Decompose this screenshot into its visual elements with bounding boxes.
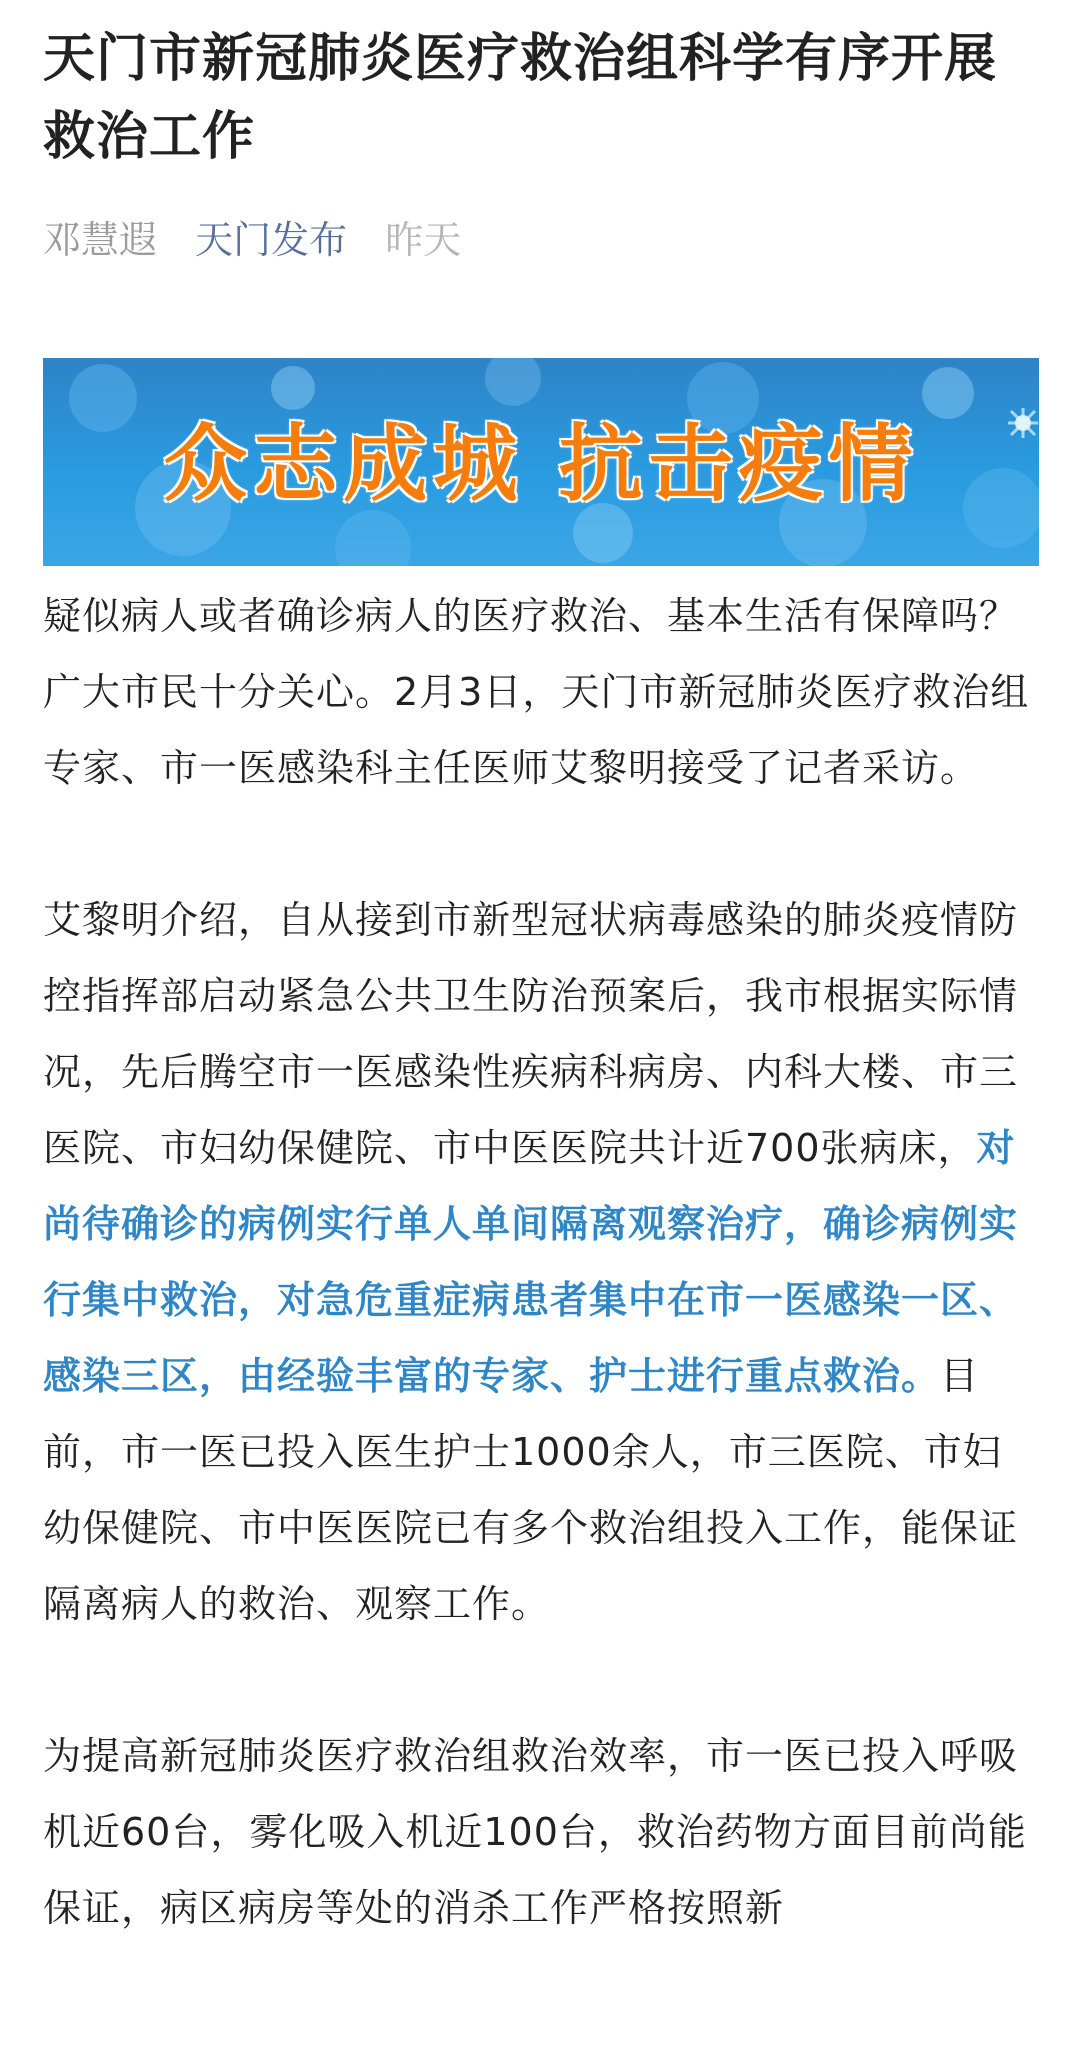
account-link[interactable]: 天门发布 (195, 218, 348, 262)
paragraph-beds-highlight: 对尚待确诊的病例实行单人单间隔离观察治疗，确诊病例实行集中救治，对急危重症病患者集中在市一医感染一区、感染三区，由经验丰富的专家、护士进行重点救治。 (43, 1126, 1019, 1398)
article (43, 0, 1039, 1946)
paragraph-beds (43, 882, 1039, 1642)
article-title: 天门市新冠肺炎医疗救治组科学有序开展救治工作 (43, 29, 998, 167)
banner-image (43, 358, 1039, 566)
paragraph-beds-text-after: 目前，市一医已投入医生护士1000余人，市三医院、市妇幼保健院、市中医医院已有多个救治组投入工作，能保证隔离病人的救治、观察工作。 (43, 1354, 1019, 1626)
author-name: 邓慧遐 (43, 218, 158, 262)
banner-slogan: 众志成城 抗击疫情 (163, 415, 919, 513)
paragraph-equipment: 为提高新冠肺炎医疗救治组救治效率，市一医已投入呼吸机近60台，雾化吸入机近100台，救治药物方面目前尚能保证，病区病房等处的消杀工作严格按照新 (43, 1734, 1027, 1930)
article-meta (43, 214, 1039, 266)
paragraph-beds-text-before: 艾黎明介绍，自从接到市新型冠状病毒感染的肺炎疫情防控指挥部启动紧急公共卫生防治预案后，我市根据实际情况，先后腾空市一医感染性疾病科病房、内科大楼、市三医院、市妇幼保健院、市中医医院共计近700张病床， (43, 898, 1019, 1170)
paragraph-intro: 疑似病人或者确诊病人的医疗救治、基本生活有保障吗？广大市民十分关心。2月3日，天门市新冠肺炎医疗救治组专家、市一医感染科主任医师艾黎明接受了记者采访。 (43, 594, 1030, 790)
publish-date: 昨天 (385, 218, 462, 262)
